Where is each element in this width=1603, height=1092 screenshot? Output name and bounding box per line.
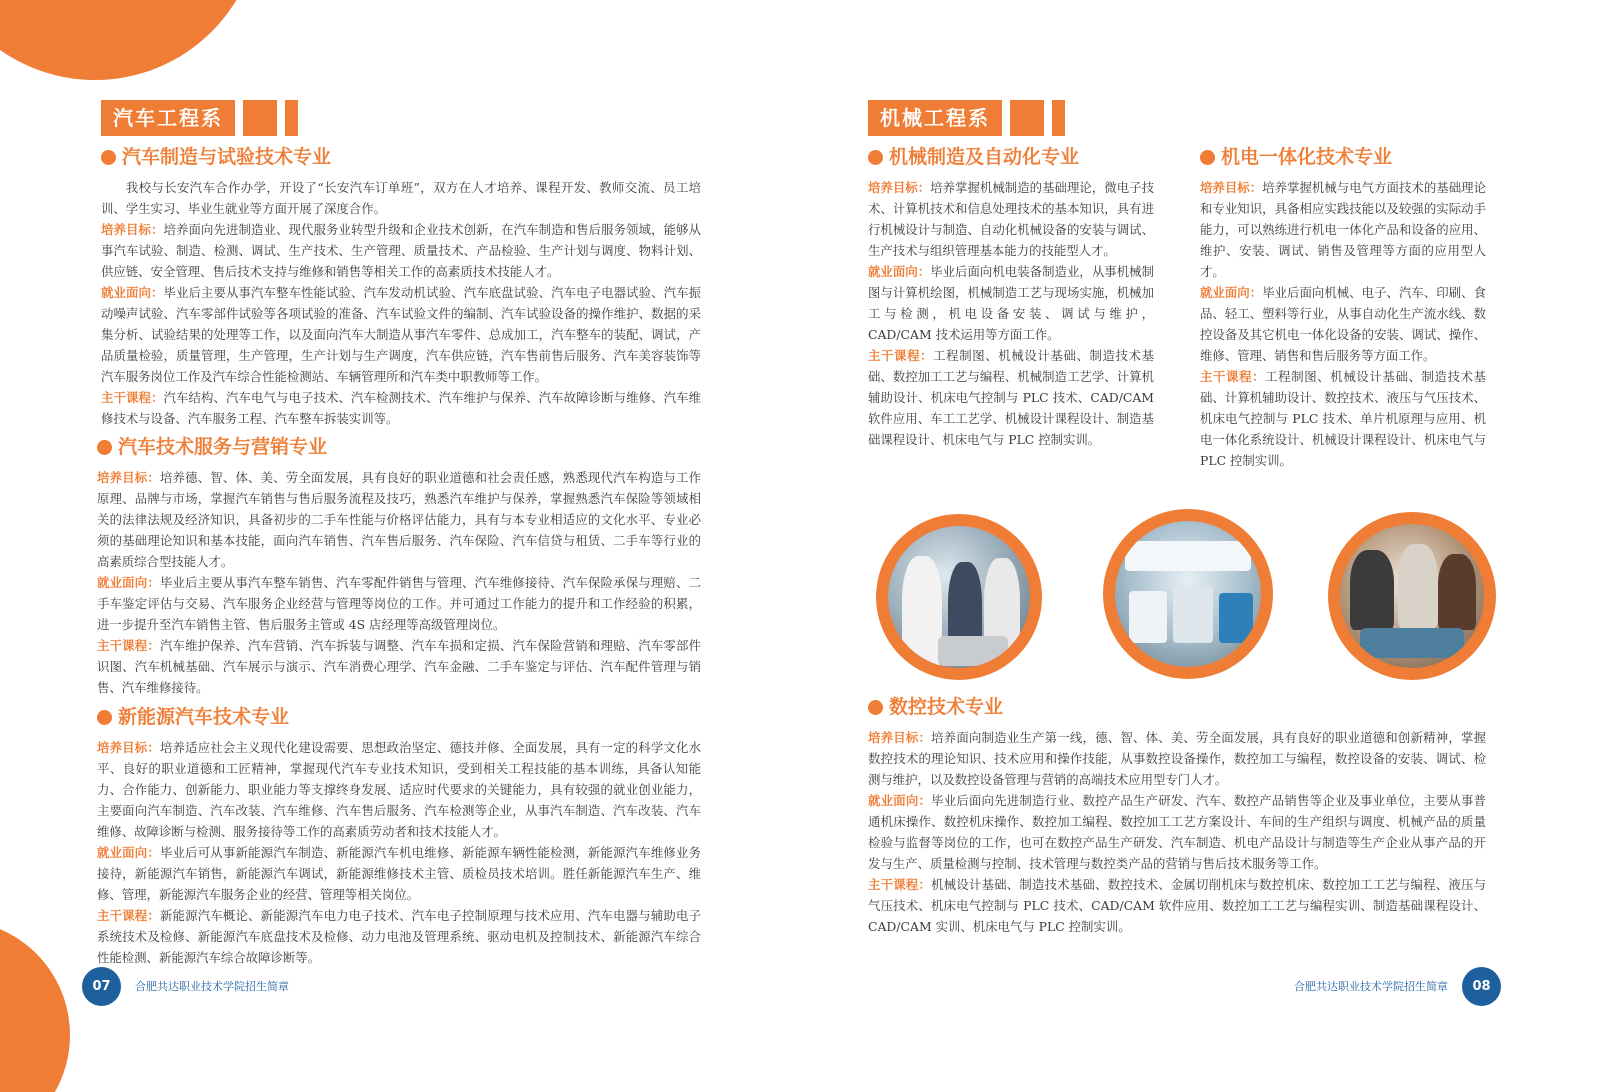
footer-left [82, 966, 289, 1006]
photo-teaching-demonstration [876, 514, 1042, 680]
bullet-icon [101, 150, 116, 165]
employment-direction: 就业面向：毕业后可从事新能源汽车制造、新能源汽车机电维修、新能源车辆性能检测，新能源汽车维修业务接待，新能源汽车销售，新能源汽车调试，新能源维修技术主管、质检员技术培训。胜任新能源汽车生产、维修、管理，新能源汽车服务企业的经营、管理等相关岗位。 [97, 845, 701, 902]
header-decor-block [243, 100, 277, 136]
main-courses: 主干课程：汽车维护保养、汽车营销、汽车拆装与调整、汽车车损和定损、汽车保险营销和理赔、汽车零部件识图、汽车机械基础、汽车展示与演示、汽车消费心理学、汽车金融、二手车鉴定与评估、汽车配件管理与销售、汽车维修接待。 [97, 638, 701, 695]
main-courses: 主干课程：汽车结构、汽车电气与电子技术、汽车检测技术、汽车维护与保养、汽车故障诊断与维修、汽车维修技术与设备、汽车服务工程、汽车整车拆装实训等。 [101, 390, 702, 426]
employment-direction: 就业面向：毕业后面向机械、电子、汽车、印刷、食品、轻工、塑料等行业，从事自动化生产流水线、数控设备及其它机电一体化设备的安装、调试、操作、维修、管理、销售和售后服务等方面工作。 [1200, 285, 1487, 363]
major-title: 机械制造及自动化专业 [868, 143, 1154, 171]
header-decor-bar [285, 100, 298, 136]
employment-direction: 就业面向：毕业后面向机电装备制造业，从事机械制图与计算机绘图，机械制造工艺与现场实施，机械加工与检测，机电设备安装、调试与维护，CAD/CAM 技术运用等方面工作。 [868, 264, 1155, 342]
photo-cnc-workshop [1103, 509, 1273, 679]
major-automotive-manufacturing [101, 143, 701, 429]
main-courses: 主干课程：新能源汽车概论、新能源汽车电力电子技术、汽车电子控制原理与技术应用、汽车电器与辅助电子系统技术及检修、新能源汽车底盘技术及检修、动力电池及管理系统、驱动电机及控制技术、新能源汽车综合性能检测、新能源汽车综合故障诊断等。 [97, 908, 701, 965]
page-number: 08 [1462, 967, 1501, 1006]
training-goal: 培养目标：培养适应社会主义现代化建设需要、思想政治坚定、德技并修、全面发展，具有一定的科学文化水平、良好的职业道德和工匠精神，掌握现代汽车专业技术知识，受到相关工程技能的基本训练，具备认知能力、合作能力、创新能力、职业能力等支撑终身发展、适应时代要求的关键能力，具有较强的就业创业能力，主要面向汽车制造、汽车改装、汽车维修、汽车售后服务、汽车检测等企业，从事汽车制造、汽车改装、汽车维修、故障诊断与检测、服务接待等工作的高素质劳动者和技术技能人才。 [97, 740, 701, 839]
major-title: 汽车制造与试验技术专业 [101, 143, 701, 171]
training-goal: 培养目标：培养掌握机械制造的基础理论，微电子技术、计算机技术和信息处理技术的基本知识，具有进行机械设计与制造、自动化机械设备的安装与调试、生产技术与组织管理基本能力的技能型人才。 [868, 180, 1155, 258]
employment-direction: 就业面向：毕业后面向先进制造行业、数控产品生产研发、汽车、数控产品销售等企业及事业单位，主要从事普通机床操作、数控机床操作、数控加工编程、数控加工工艺方案设计、车间的生产组织与调度、机械产品的质量检验与监督等岗位的工作，也可在数控产品生产研发、汽车制造、机电产品设计与制造等生产企业从事产品的开发与生产、质量检测与控制、技术管理与数控类产品的营销与售后技术服务等工作。 [868, 793, 1487, 871]
major-cnc-technology [868, 693, 1486, 937]
bullet-icon [868, 700, 883, 715]
bullet-icon [97, 440, 112, 455]
bullet-icon [868, 150, 883, 165]
employment-direction: 就业面向：毕业后主要从事汽车整车销售、汽车零配件销售与管理、汽车维修接待、汽车保险承保与理赔、二手车鉴定评估与交易、汽车服务企业经营与管理等岗位的工作。并可通过工作能力的提升和工作经验的积累，进一步提升至汽车销售主管、售后服务主管或 4S 店经理等高级管理岗位。 [97, 575, 701, 632]
major-title: 机电一体化技术专业 [1200, 143, 1486, 171]
main-courses: 主干课程：工程制图、机械设计基础、制造技术基础、数控加工工艺与编程、机械制造工艺学、计算机辅助设计、机床电气控制与 PLC 技术、CAD/CAM 软件应用、车工工艺学、机械设计课程设计、制造基础课程设计、机床电气与 PLC 控制实训。 [868, 348, 1155, 447]
major-intro: 我校与长安汽车合作办学，开设了“长安汽车订单班”，双方在人才培养、课程开发、教师交流、员工培训、学生实习、毕业生就业等方面开展了深度合作。 [101, 180, 701, 216]
department-title: 汽车工程系 [101, 100, 235, 136]
training-goal: 培养目标：培养德、智、体、美、劳全面发展，具有良好的职业道德和社会责任感，熟悉现代汽车构造与工作原理、品牌与市场，掌握汽车销售与售后服务流程及技巧，熟悉汽车维护与保养，掌握熟悉汽车保险等领域相关的法律法规及经济知识，具备初步的二手车性能与价格评估能力，具有与本专业相适应的文化水平、专业必须的基础理论知识和基本技能，面向汽车销售、汽车售后服务、汽车保险、汽车信贷与租赁、二手车等行业的高素质综合型技能人才。 [97, 470, 701, 569]
major-title: 新能源汽车技术专业 [97, 703, 701, 731]
bullet-icon [1200, 150, 1215, 165]
major-automotive-service-marketing [97, 433, 701, 698]
major-title: 汽车技术服务与营销专业 [97, 433, 701, 461]
main-courses: 主干课程：工程制图、机械设计基础、制造技术基础、计算机辅助设计、数控技术、液压与气压技术、机床电气控制与 PLC 技术、单片机原理与应用、机电一体化系统设计、机械设计课程设计、机床电气与 PLC 控制实训。 [1200, 369, 1487, 468]
major-title: 数控技术专业 [868, 693, 1486, 721]
footer-right [1294, 966, 1501, 1006]
major-mechatronics [1200, 143, 1486, 471]
major-mechanical-manufacturing-automation [868, 143, 1154, 450]
training-goal: 培养目标：培养掌握机械与电气方面技术的基础理论和专业知识，具备相应实践技能以及较强的实际动手能力，可以熟练进行机电一体化产品和设备的应用、维护、安装、调试、销售及管理等方面的应用型人才。 [1200, 180, 1487, 279]
footer-title: 合肥共达职业技术学院招生简章 [1294, 980, 1448, 993]
photo-electronics-lab [1328, 512, 1496, 680]
department-header-mechanical [868, 100, 1065, 136]
training-goal: 培养目标：培养面向制造业生产第一线，德、智、体、美、劳全面发展，具有良好的职业道德和创新精神，掌握数控技术的理论知识、技术应用和操作技能，从事数控设备操作，数控加工与编程，数控设备的安装、调试、检测与维护，以及数控设备管理与营销的高端技术应用型专门人才。 [868, 730, 1487, 787]
department-title: 机械工程系 [868, 100, 1002, 136]
training-goal: 培养目标：培养面向先进制造业、现代服务业转型升级和企业技术创新，在汽车制造和售后服务领域，能够从事汽车试验、制造、检测、调试、生产技术、生产管理、质量技术、产品检验、生产计划与调度、物料计划、供应链、安全管理、售后技术支持与维修和销售等相关工作的高素质技术技能人才。 [101, 222, 702, 279]
bullet-icon [97, 710, 112, 725]
main-courses: 主干课程：机械设计基础、制造技术基础、数控技术、金属切削机床与数控机床、数控加工工艺与编程、液压与气压技术、机床电气控制与 PLC 技术、CAD/CAM 软件应用、数控加工工艺与编程实训、制造基础课程设计、CAD/CAM 实训、机床电气与 PLC 控制实训。 [868, 877, 1487, 934]
department-header-automotive [101, 100, 298, 136]
left-page [0, 0, 800, 1092]
employment-direction: 就业面向：毕业后主要从事汽车整车性能试验、汽车发动机试验、汽车底盘试验、汽车电子电器试验、汽车振动噪声试验、汽车零部件试验等各项试验的准备、汽车试验文件的编制、汽车试验设备的操作维护、数据的采集分析、试验结果的处理等工作，以及面向汽车大制造从事汽车零件、总成加工，汽车整车的装配、调试，产品质量检验，质量管理，生产管理，生产计划与生产调度，汽车供应链，汽车售前售后服务、汽车美容装饰等汽车服务岗位工作及汽车综合性能检测站、车辆管理所和汽车类中职教师等工作。 [101, 285, 702, 384]
header-decor-block [1010, 100, 1044, 136]
page-number: 07 [82, 967, 121, 1006]
header-decor-bar [1052, 100, 1065, 136]
footer-title: 合肥共达职业技术学院招生简章 [135, 980, 289, 993]
major-new-energy-vehicle [97, 703, 701, 968]
